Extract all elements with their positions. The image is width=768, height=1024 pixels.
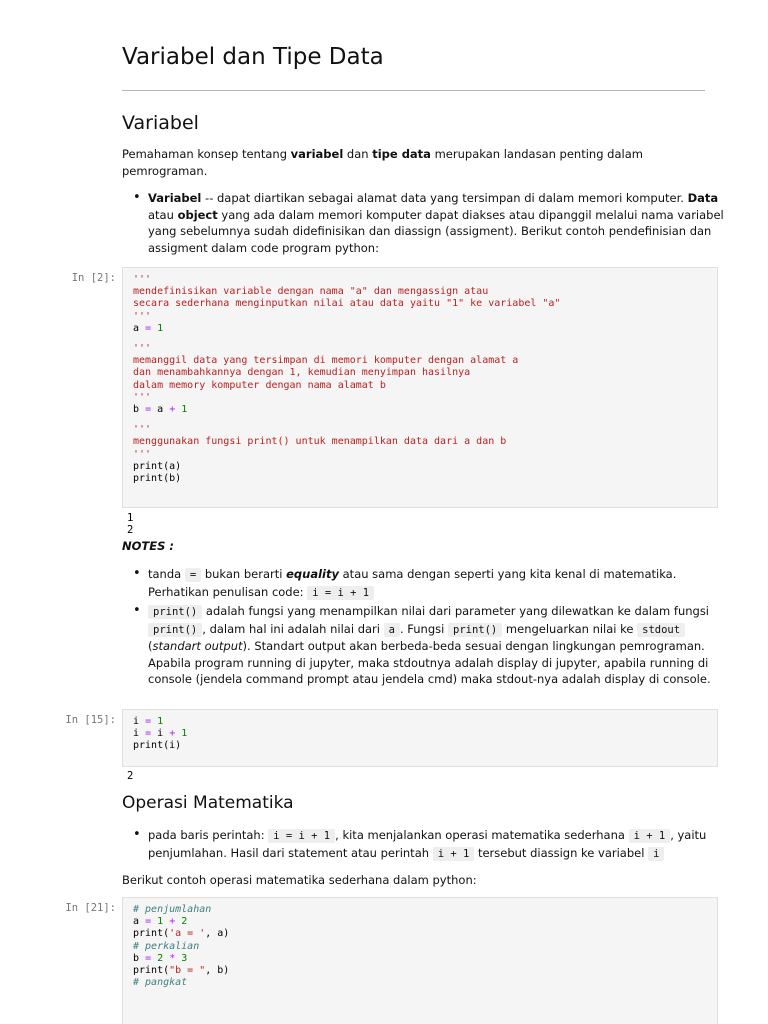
cell-prompt: In [15]: xyxy=(65,714,116,726)
code-cell-3[interactable]: # penjumlahan a = 1 + 2 print('a = ', a) # perkalian b = 2 * 3 print("b = ", b) # pangkat xyxy=(122,897,718,1024)
code-cell-2[interactable]: i = 1 i = i + 1 print(i) xyxy=(122,709,718,767)
intro-paragraph: Pemahaman konsep tentang variabel dan tipe data merupakan landasan penting dalam pemrograman. xyxy=(122,147,643,178)
list-item: • tanda = bukan berarti equality atau sama dengan seperti yang kita kenal di matematika. Perhatikan penulisan code: i = i + 1 xyxy=(148,566,738,601)
operasi-intro: Berikut contoh operasi matematika sederhana dalam python: xyxy=(122,873,477,887)
variabel-bullet-list xyxy=(122,190,738,258)
list-item: • print() adalah fungsi yang menampilkan nilai dari parameter yang dilewatkan ke dalam fungsi print() , dalam hal ini adalah nilai dari a . Fungsi print() mengeluarkan nilai ke stdout (standart output). Standart output akan berbeda-beda sesuai dengan lingkungan pemrograman. Apabila program running di jupyter, maka stdoutnya adalah display di jupyter, apabila running di console (jendela command prompt atau jendela cmd) maka stdout-nya adalah display di console. xyxy=(148,603,738,688)
cell-output-2: 2 xyxy=(127,770,134,782)
operasi-bullet-list xyxy=(122,827,738,864)
cell-prompt: In [21]: xyxy=(65,902,116,914)
notes-bullet-list xyxy=(122,566,738,690)
section-heading-operasi: Operasi Matematika xyxy=(122,793,294,813)
title-divider xyxy=(122,90,705,91)
code-cell-1[interactable]: ''' mendefinisikan variable dengan nama "a" dan mengassign atau secara sederhana menginputkan nilai atau data yaitu "1" ke variabel "a" ''' a = 1 ''' memanggil data yang tersimpan di memori komputer dengan alamat a dan menambahkannya dengan 1, kemudian menyimpan hasilnya dalam memory komputer dengan nama alamat b ''' b = a + 1 ''' menggunakan fungsi print() untuk menampilkan data dari a dan b ''' print(a) print(b) xyxy=(122,267,718,508)
cell-prompt: In [2]: xyxy=(71,272,116,284)
list-item: • pada baris perintah: i = i + 1 , kita menjalankan operasi matematika sederhana i + 1 , yaitu penjumlahan. Hasil dari statement atau perintah i + 1 tersebut diassign ke variabel i xyxy=(148,827,738,862)
notes-label: NOTES : xyxy=(122,539,174,553)
page-title: Variabel dan Tipe Data xyxy=(122,44,384,70)
list-item: • Variabel -- dapat diartikan sebagai alamat data yang tersimpan di dalam memori komputer. Data atau object yang ada dalam memori komputer dapat diakses atau dipanggil melalui nama variabel yang sebelumnya sudah didefinisikan dan diassign (assigment). Berikut contoh pendefinisian dan assigment dalam code program python: xyxy=(148,190,738,256)
cell-output-1: 1 2 xyxy=(127,512,134,537)
section-heading-variabel: Variabel xyxy=(122,112,199,134)
